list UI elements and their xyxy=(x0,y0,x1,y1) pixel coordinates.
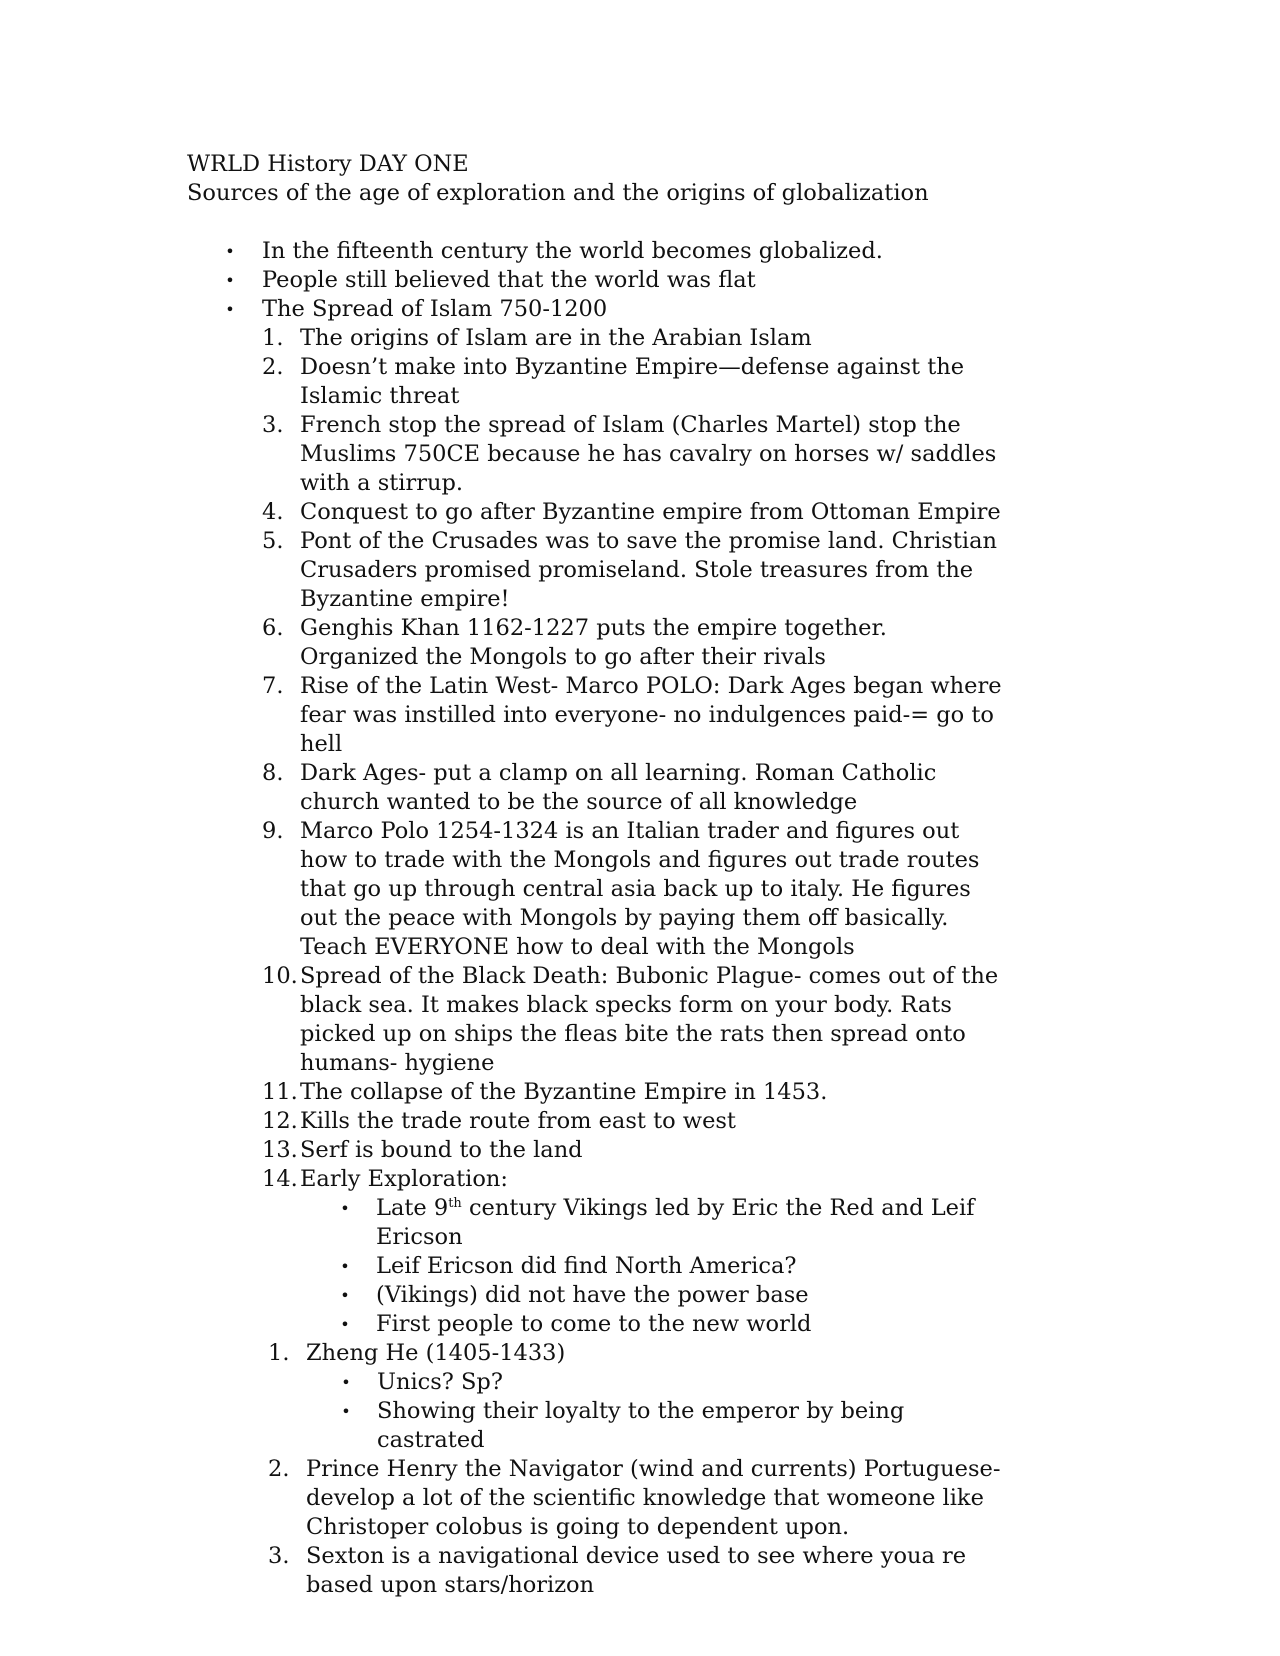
list-item: • Leif Ericson did find North America? xyxy=(338,1252,1012,1281)
bullet-icon: • xyxy=(225,242,235,261)
list-item: 13. Serf is bound to the land xyxy=(262,1137,583,1163)
document-title: WRLD History DAY ONE xyxy=(187,151,469,177)
list-item: • First people to come to the new world xyxy=(338,1310,1012,1339)
list-item: • The Spread of Islam 750-1200 xyxy=(187,295,1087,324)
bullet-icon: • xyxy=(340,1257,350,1276)
exploration-list xyxy=(268,1339,1087,1600)
list-item: 4. Conquest to go after Byzantine empire from Ottoman Empire xyxy=(262,499,1001,525)
list-item: 2. Doesn’t make into Byzantine Empire—defense against the Islamic threat xyxy=(262,354,965,409)
list-item: 5. Pont of the Crusades was to save the promise land. Christian Crusaders promised promiseland. Stole treasures from the Byzantine empire! xyxy=(262,528,997,612)
list-item: 2. Prince Henry the Navigator (wind and currents) Portuguese- develop a lot of the scientific knowledge that womeone like Christoper colobus is going to dependent upon. xyxy=(268,1456,1001,1540)
list-item: • Showing their loyalty to the emperor by being castrated xyxy=(339,1397,1018,1455)
list-item: 14. Early Exploration: • Late 9th century Vikings led by Eric the Red and Leif Ericson • Leif Ericson did find North America? • (Vikings) did not have the power base • First people to come to the new world xyxy=(262,1165,1012,1339)
document-body xyxy=(187,150,1087,1600)
list-item: 8. Dark Ages- put a clamp on all learning. Roman Catholic church wanted to be the source of all knowledge xyxy=(262,760,937,815)
list-item: • Late 9th century Vikings led by Eric the Red and Leif Ericson xyxy=(338,1194,1012,1252)
bullet-icon: • xyxy=(340,1315,350,1334)
list-item: 11. The collapse of the Byzantine Empire in 1453. xyxy=(262,1079,828,1105)
bullet-icon: • xyxy=(225,300,235,319)
list-item: • Unics? Sp? xyxy=(339,1368,1018,1397)
blank-line xyxy=(187,208,1087,237)
list-item: • In the fifteenth century the world becomes globalized. xyxy=(187,237,1087,266)
list-item: 1. The origins of Islam are in the Arabian Islam xyxy=(262,325,812,351)
list-item: 3. French stop the spread of Islam (Charles Martel) stop the Muslims 750CE because he has cavalry on horses w/ saddles with a stirrup. xyxy=(262,412,997,496)
bullet-icon: • xyxy=(341,1373,351,1392)
bullet-icon: • xyxy=(340,1286,350,1305)
top-bullet-list xyxy=(187,237,1087,324)
list-item: 1. Zheng He (1405-1433) • Unics? Sp? • Showing their loyalty to the emperor by being castrated xyxy=(268,1339,1018,1455)
list-item: • People still believed that the world was flat xyxy=(187,266,1087,295)
list-item: 3. Sexton is a navigational device used to see where youa re based upon stars/horizon xyxy=(268,1543,967,1598)
bullet-icon: • xyxy=(340,1199,350,1218)
bullet-icon: • xyxy=(225,271,235,290)
spread-of-islam-list xyxy=(262,324,1087,1339)
list-item: • (Vikings) did not have the power base xyxy=(338,1281,1012,1310)
list-item: 7. Rise of the Latin West- Marco POLO: Dark Ages began where fear was instilled into everyone- no indulgences paid-= go to hell xyxy=(262,673,1002,757)
early-exploration-list xyxy=(338,1194,1012,1339)
document-subtitle: Sources of the age of exploration and the origins of globalization xyxy=(187,180,929,206)
bullet-icon: • xyxy=(341,1402,351,1421)
list-item: 6. Genghis Khan 1162-1227 puts the empire together. Organized the Mongols to go after their rivals xyxy=(262,615,887,670)
list-item: 9. Marco Polo 1254-1324 is an Italian trader and figures out how to trade with the Mongols and figures out trade routes that go up through central asia back up to italy. He figures out the peace with Mongols by paying them off basically. Teach EVERYONE how to deal with the Mongols xyxy=(262,818,980,960)
list-item: 10. Spread of the Black Death: Bubonic Plague- comes out of the black sea. It makes black specks form on your body. Rats picked up on ships the fleas bite the rats then spread onto humans- hygiene xyxy=(262,963,999,1076)
list-item: 12. Kills the trade route from east to west xyxy=(262,1108,736,1134)
zheng-he-list xyxy=(339,1368,1018,1455)
